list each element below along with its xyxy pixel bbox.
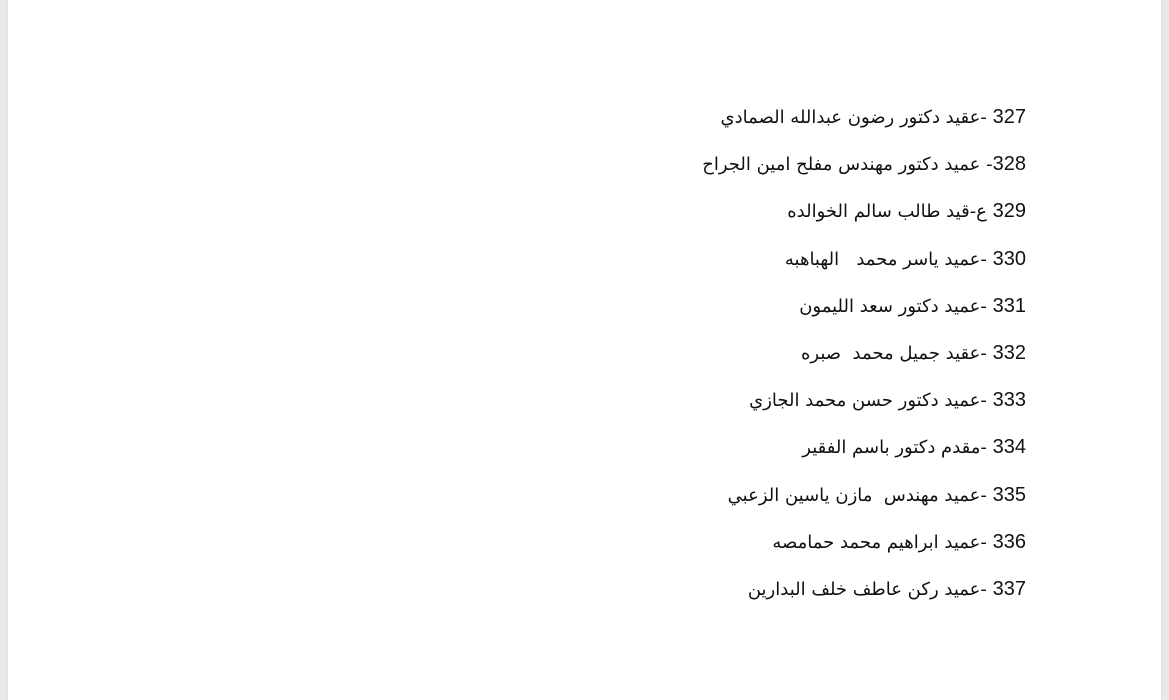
entry-text: -عميد ركن عاطف خلف البدارين [747,578,993,600]
entry-text: - عميد دكتور مهندس مفلح امين الجراح [702,154,993,176]
entry-text: -مقدم دكتور باسم الفقير [802,437,993,459]
entry-number: 331 [992,294,1026,317]
entry-text: -عميد دكتور سعد الليمون [799,295,993,317]
entry-text: ع-قيد طالب سالم الخوالده [787,201,993,223]
list-item [702,337,1026,384]
list-item [702,195,1026,242]
document-page [8,0,1161,700]
entry-text: -عقيد دكتور رضون عبدالله الصمادي [720,107,993,128]
entry-number: 329 [992,200,1026,223]
entry-number: 330 [992,247,1026,270]
entry-number: 334 [992,436,1026,459]
list-item [702,526,1026,573]
entry-number: 328 [992,153,1026,176]
list-item [702,243,1026,290]
entry-text: -عميد ياسر محمد الهباهبه [784,248,993,270]
entry-number: 332 [992,341,1026,364]
list-item [702,479,1026,526]
entry-number: 335 [992,483,1026,506]
entry-text: -عميد مهندس مازن ياسين الزعبي [727,484,993,506]
entry-number: 337 [992,577,1026,600]
list-item [702,431,1026,478]
entry-number: 327 [992,106,1026,128]
list-item [702,101,1026,148]
entry-number: 336 [992,530,1026,553]
list-item [702,573,1026,620]
entry-text: -عميد ابراهيم محمد حمامصه [772,531,993,553]
entry-text: -عميد دكتور حسن محمد الجازي [749,390,993,412]
list-item [702,384,1026,431]
list-item [702,148,1026,195]
list-item [702,290,1026,337]
entry-number: 333 [992,389,1026,412]
entry-text: -عقيد جميل محمد صبره [801,342,993,364]
names-list [702,101,1026,620]
